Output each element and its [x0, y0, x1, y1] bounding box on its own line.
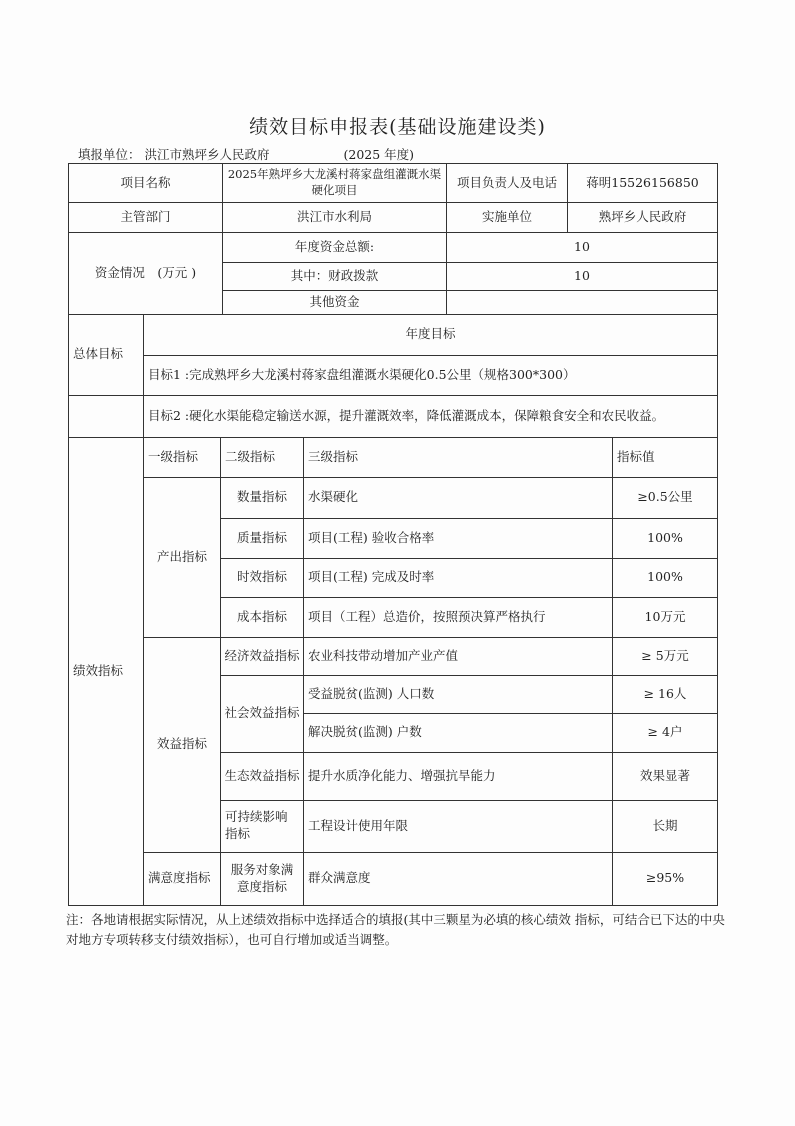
l3-cell: 工程设计使用年限 [304, 800, 613, 852]
header-l1: 一级指标 [144, 437, 221, 477]
value-cell: ≥ 4户 [613, 713, 718, 752]
manager-label: 项目负责人及电话 [447, 164, 568, 203]
header-l3: 三级指标 [304, 437, 613, 477]
table-row [69, 852, 718, 905]
dept-label: 主管部门 [69, 203, 223, 233]
report-year: (2025 年度) [343, 147, 415, 162]
unit-value: 洪江市熟坪乡人民政府 [144, 147, 270, 162]
goal-2: 目标2 :硬化水渠能稳定输送水源，提升灌溉效率，降低灌溉成本，保障粮食安全和农民收益。 [144, 395, 718, 437]
unit-label: 填报单位： [78, 147, 141, 162]
footnote: 注：各地请根据实际情况，从上述绩效指标中选择适合的填报(其中三颗星为必填的核心绩效 指标，可结合已下达的中央对地方专项转移支付绩效指标），也可自行增加或适当调整。 [66, 912, 725, 947]
value-cell: 长期 [613, 800, 718, 852]
goal-1: 目标1 :完成熟坪乡大龙溪村蒋家盘组灌溉水渠硬化0.5公里（规格300*300） [144, 355, 718, 395]
l3-cell: 项目(工程) 验收合格率 [304, 518, 613, 558]
l2-cell: 经济效益指标 [221, 637, 304, 675]
l3-cell: 项目(工程) 完成及时率 [304, 558, 613, 597]
l3-cell: 提升水质净化能力、增强抗旱能力 [304, 752, 613, 800]
impl-value: 熟坪乡人民政府 [568, 203, 718, 233]
dept-value: 洪江市水利局 [223, 203, 447, 233]
header-l2: 二级指标 [221, 437, 304, 477]
funds-label: 资金情况 (万元 ) [69, 233, 223, 315]
project-name: 2025年熟坪乡大龙溪村蒋家盘组灌溉水渠硬化项目 [223, 164, 447, 203]
l2-cell: 生态效益指标 [221, 752, 304, 800]
satisfaction-label: 满意度指标 [144, 852, 221, 905]
report-meta [78, 145, 414, 163]
funds-other [447, 291, 718, 315]
header-value: 指标值 [613, 437, 718, 477]
basic-info-table [68, 163, 718, 315]
table-row [69, 477, 718, 518]
l2-cell: 数量指标 [221, 477, 304, 518]
value-cell: ≥ 5万元 [613, 637, 718, 675]
l3-cell: 受益脱贫(监测) 人口数 [304, 675, 613, 713]
l2-cell: 可持续影响指标 [221, 800, 304, 852]
funds-fiscal: 10 [447, 263, 718, 291]
value-cell: 100% [613, 518, 718, 558]
page-title: 绩效目标申报表(基础设施建设类) [249, 116, 546, 138]
l2-cell: 质量指标 [221, 518, 304, 558]
funds-fiscal-label: 其中：财政拨款 [223, 263, 447, 291]
funds-total: 10 [447, 233, 718, 263]
annual-goal-label: 年度目标 [144, 314, 718, 355]
l2-cell: 成本指标 [221, 597, 304, 637]
benefit-label: 效益指标 [144, 637, 221, 852]
l3-cell: 水渠硬化 [304, 477, 613, 518]
funds-other-label: 其他资金 [223, 291, 447, 315]
social-label: 社会效益指标 [221, 675, 304, 752]
manager-value: 蒋明15526156850 [568, 164, 718, 203]
impl-label: 实施单位 [447, 203, 568, 233]
value-cell: 10万元 [613, 597, 718, 637]
project-name-label: 项目名称 [69, 164, 223, 203]
value-cell: ≥0.5公里 [613, 477, 718, 518]
goals-label: 总体目标 [69, 314, 144, 395]
l2-cell: 服务对象满意度指标 [221, 852, 304, 905]
value-cell: 100% [613, 558, 718, 597]
table-row [69, 637, 718, 675]
indicators-label: 绩效指标 [69, 437, 144, 905]
l3-cell: 项目（工程）总造价，按照预决算严格执行 [304, 597, 613, 637]
l3-cell: 解决脱贫(监测) 户数 [304, 713, 613, 752]
goals-indicators-table [68, 314, 718, 906]
empty-cell [69, 395, 144, 437]
funds-total-label: 年度资金总额: [223, 233, 447, 263]
output-label: 产出指标 [144, 477, 221, 637]
value-cell: ≥ 16人 [613, 675, 718, 713]
value-cell: ≥95% [613, 852, 718, 905]
l3-cell: 群众满意度 [304, 852, 613, 905]
value-cell: 效果显著 [613, 752, 718, 800]
l2-cell: 时效指标 [221, 558, 304, 597]
l3-cell: 农业科技带动增加产业产值 [304, 637, 613, 675]
